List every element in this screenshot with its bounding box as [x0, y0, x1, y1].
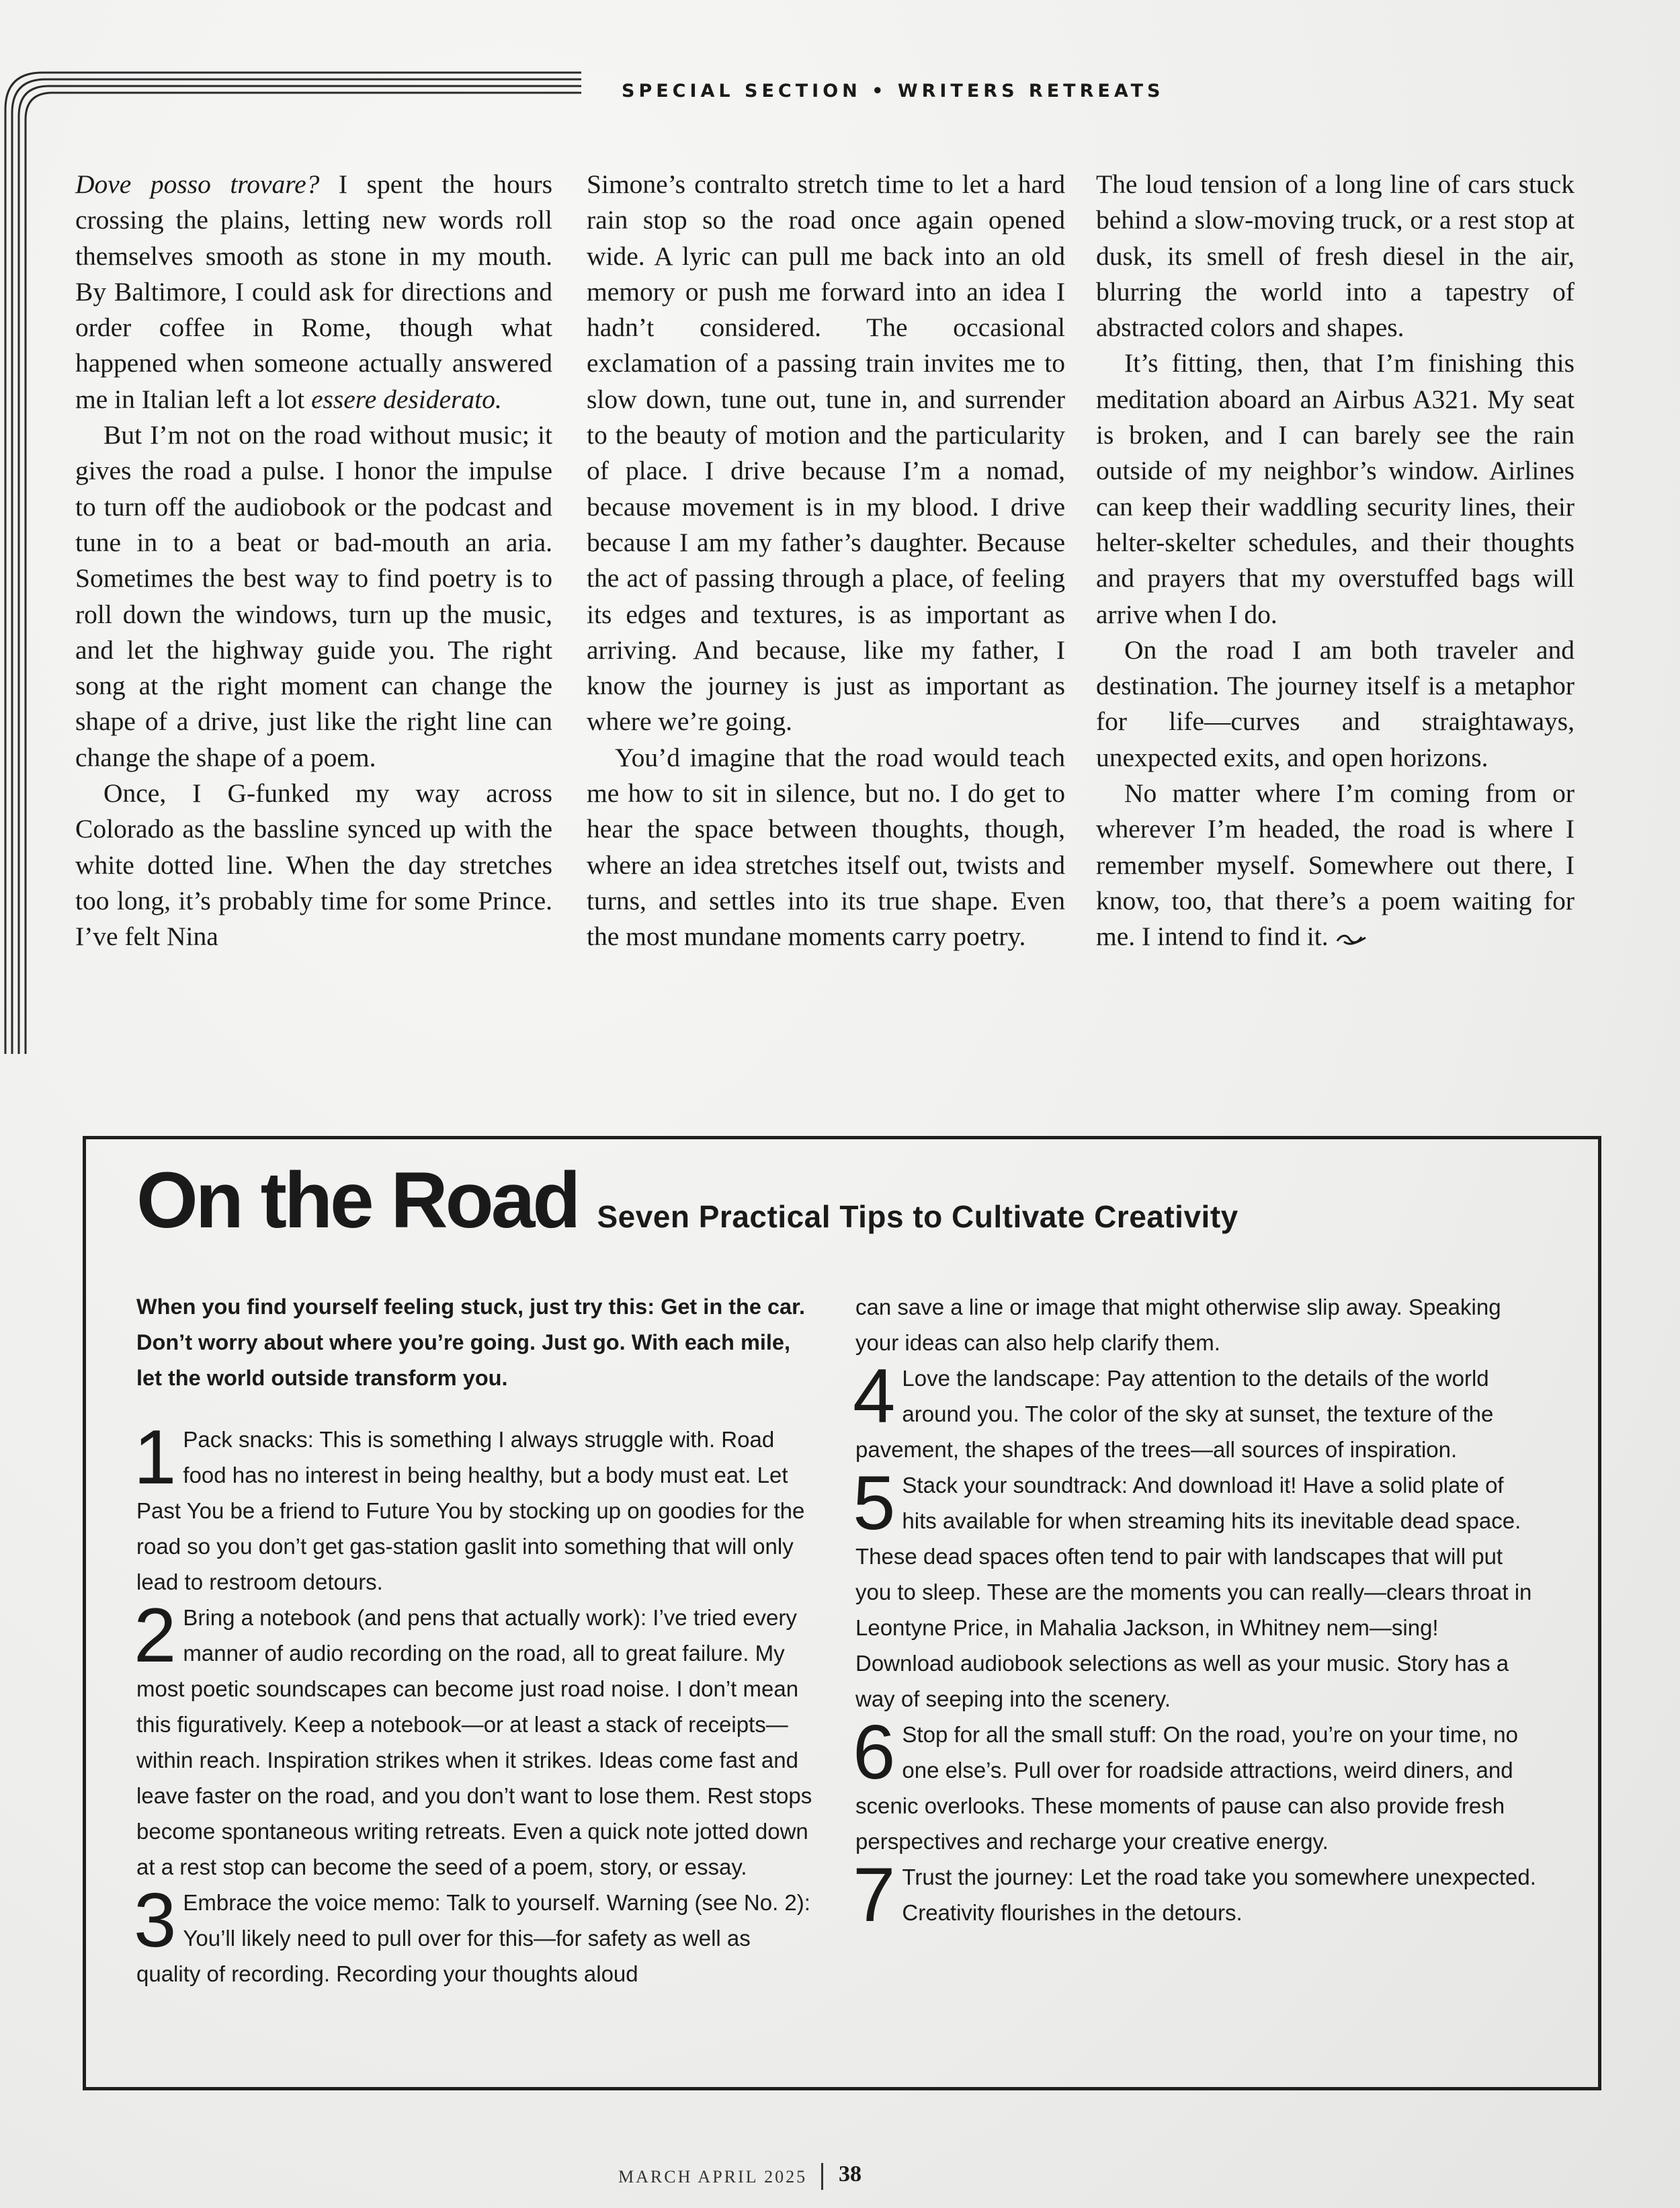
tip-text: Stack your soundtrack: And download it! Have a solid plate of hits available for when streaming hits its inevitable dead space. These dead spaces often tend to pair with landscapes that will put you to sleep. These are the moments you can really—clears throat in Leontyne Price, in Mahalia Jackson, in Whitney nem—sing! Download audiobook selections as well as your music. Story has a way of seeping into the scenery. [855, 1473, 1532, 1711]
tip-number: 7 [853, 1852, 896, 1938]
sidebar-intro: When you find yourself feeling stuck, just try this: Get in the car. Don’t worry about where you’re going. Just go. With each mile, let the world outside transform you. [136, 1295, 806, 1390]
sidebar-title: On the Road [136, 1156, 579, 1245]
article-text: No matter where I’m coming from or wherever I’m headed, the road is where I remember myself. Somewhere out there, I know, too, that there’s a poem waiting for me. I intend to find it. [1096, 778, 1574, 952]
article-paragraph: On the road I am both traveler and destination. The journey itself is a metaphor for life—curves and straightaways, unexpected exits, and open horizons. [1096, 635, 1574, 772]
tip-number: 6 [853, 1710, 896, 1795]
article-text: I spent the hours crossing the plains, letting new words roll themselves smooth as stone in my mouth. By Baltimore, I could ask for directions and order coffee in Rome, though what happened when someone actually answered me in Italian left a lot [75, 169, 552, 414]
tip-text: Stop for all the small stuff: On the road, you’re on your time, no one else’s. Pull over for roadside attractions, weird diners, and scenic overlooks. These moments of pause can also provide fresh perspectives and recharge your creative energy. [855, 1722, 1518, 1854]
tip-item [853, 1852, 1538, 1938]
article-column-1 [75, 167, 552, 955]
article-paragraph [75, 167, 552, 417]
tip-text: Pack snacks: This is something I always struggle with. Road food has no interest in being healthy, but a body must eat. Let Past You be a friend to Future You by stocking up on goodies for the road so you don’t get gas-station gaslit into something that will only lead to restroom detours. [136, 1427, 805, 1594]
tip-item [134, 1593, 818, 1885]
tip-number: 3 [134, 1878, 177, 1963]
tip-item [134, 1415, 818, 1600]
sidebar-title-group [136, 1155, 1238, 1246]
italic-phrase: Dove posso trovare? [75, 169, 320, 199]
article-paragraph: Once, I G-funked my way across Colorado as the bassline synced up with the white dotted line. When the day stretches too long, it’s probably time for some Prince. I’ve felt Nina [75, 778, 552, 952]
tip-text: Embrace the voice memo: Talk to yourself. Warning (see No. 2): You’ll likely need to pull over for this—for safety as well as quality of recording. Recording your thoughts aloud [136, 1890, 810, 1986]
sidebar-subtitle: Seven Practical Tips to Cultivate Creativity [597, 1199, 1238, 1234]
issue-date: MARCH APRIL 2025 [618, 2167, 808, 2186]
end-mark-icon [1335, 932, 1368, 946]
tips-column-right [853, 1289, 1538, 1938]
article-paragraph: You’d imagine that the road would teach me how to sit in silence, but no. I do get to hear the space between thoughts, though, where an idea stretches itself out, twists and turns, and settles into its true shape. Even the most mundane moments carry poetry. [587, 742, 1065, 952]
footer-divider [821, 2163, 823, 2190]
tip-item [853, 1461, 1538, 1717]
section-header: SPECIAL SECTION • WRITERS RETREATS [622, 81, 1165, 101]
tip-number: 1 [134, 1415, 177, 1500]
italic-phrase: essere desiderato. [311, 384, 502, 414]
tip-number: 4 [853, 1354, 896, 1439]
article-column-2 [587, 167, 1065, 955]
article-column-3 [1096, 167, 1574, 955]
tip-text: Trust the journey: Let the road take you somewhere unexpected. Creativity flourishes in the detours. [902, 1865, 1536, 1925]
page-footer [0, 2163, 1680, 2190]
tip-text: Love the landscape: Pay attention to the details of the world around you. The color of the sky at sunset, the texture of the pavement, the shapes of the trees—all sources of inspiration. [855, 1366, 1494, 1462]
tip-item [853, 1710, 1538, 1859]
article-paragraph: The loud tension of a long line of cars stuck behind a slow-moving truck, or a rest stop at dusk, its smell of fresh diesel in the air, blurring the world into a tapestry of abstracted colors and shapes. [1096, 169, 1574, 343]
page-number: 38 [839, 2162, 862, 2186]
tip-text: Bring a notebook (and pens that actually work): I’ve tried every manner of audio recording on the road, all to great failure. My most poetic soundscapes can become just road noise. I don’t mean this figuratively. Keep a notebook—or at least a stack of receipts—within reach. Inspiration strikes when it strikes. Ideas come fast and leave faster on the road, and you don’t want to lose them. Rest stops become spontaneous writing retreats. Even a quick note jotted down at a rest stop can become the seed of a poem, story, or essay. [136, 1605, 812, 1879]
tips-column-left [136, 1289, 818, 1992]
article-paragraph: It’s fitting, then, that I’m finishing this meditation aboard an Airbus A321. My seat is broken, and I can barely see the rain outside of my neighbor’s window. Airlines can keep their waddling security lines, their helter-skelter schedules, and their thoughts and prayers that my overstuffed bags will arrive when I do. [1096, 348, 1574, 629]
tip-continuation: can save a line or image that might otherwise slip away. Speaking your ideas can also help clarify them. [855, 1295, 1501, 1355]
article-paragraph: Simone’s contralto stretch time to let a hard rain stop so the road once again opened wide. A lyric can pull me back into an old memory or push me forward into an idea I hadn’t considered. The occasional exclamation of a passing train invites me to slow down, tune out, tune in, and surrender to the beauty of motion and the particularity of place. I drive because I’m a nomad, because movement is in my blood. I drive because I am my father’s daughter. Because the act of passing through a place, of feeling its edges and textures, is as important as arriving. And because, like my father, I know the journey is just as important as where we’re going. [587, 169, 1065, 737]
article-paragraph: But I’m not on the road without music; it gives the road a pulse. I honor the impulse to turn off the audiobook or the podcast and tune in to a beat or bad-mouth an aria. Sometimes the best way to find poetry is to roll down the windows, turn up the music, and let the highway guide you. The right song at the right moment can change the shape of a drive, just like the right line can change the shape of a poem. [75, 420, 552, 772]
tip-item [134, 1878, 818, 1992]
tip-item [853, 1354, 1538, 1467]
article-paragraph [1096, 776, 1574, 954]
tip-number: 2 [134, 1593, 177, 1678]
tip-number: 5 [853, 1461, 896, 1546]
